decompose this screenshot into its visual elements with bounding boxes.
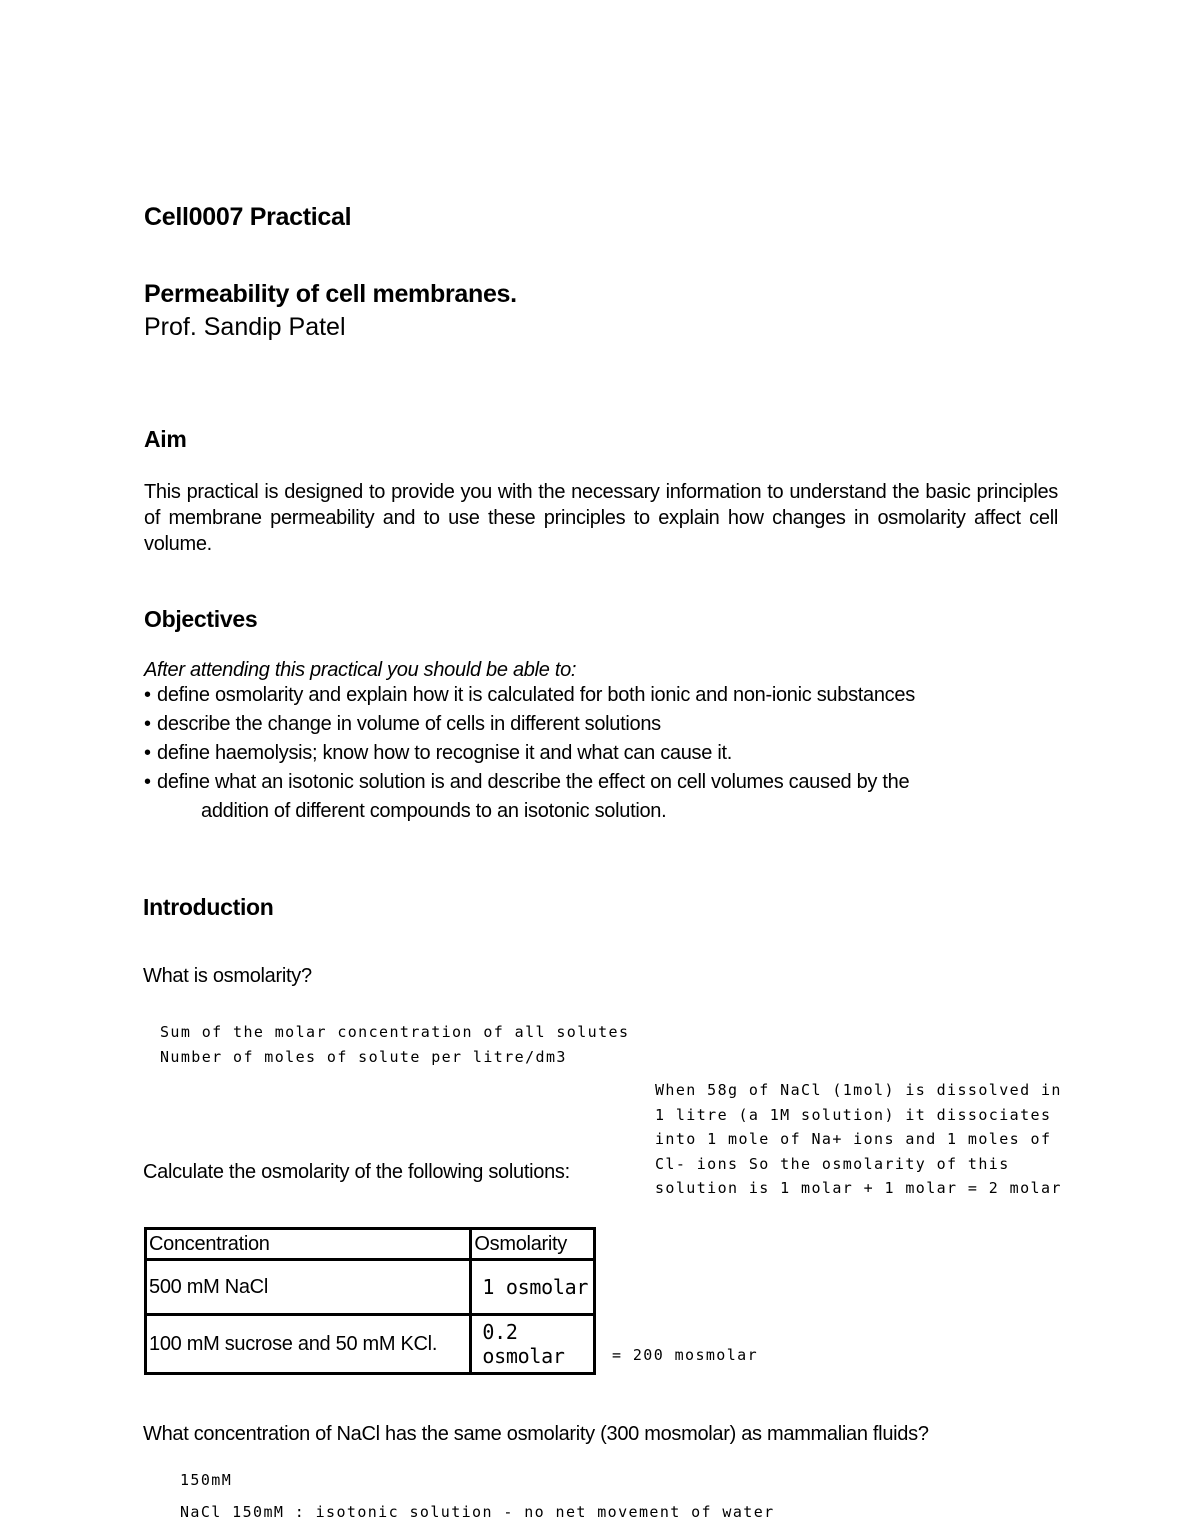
table-cell: 500 mM NaCl xyxy=(146,1260,471,1315)
table-row xyxy=(146,1260,595,1315)
handwritten-answer xyxy=(160,1020,629,1069)
calculate-prompt: Calculate the osmolarity of the following solutions: xyxy=(143,1161,570,1183)
osmolarity-table xyxy=(144,1227,596,1375)
practical-title: Permeability of cell membranes. xyxy=(144,280,517,308)
aim-heading: Aim xyxy=(144,426,187,452)
handwritten-line: When 58g of NaCl (1mol) is dissolved in xyxy=(655,1081,1062,1099)
handwritten-line: NaCl 150mM : isotonic solution - no net movement of water xyxy=(180,1503,775,1521)
handwritten-line: Cl- ions So the osmolarity of this xyxy=(655,1154,1010,1173)
objective-item-continuation: addition of different compounds to an isotonic solution. xyxy=(201,800,667,822)
handwritten-line: 1 litre (a 1M solution) it dissociates xyxy=(655,1105,1052,1124)
table-header: Concentration xyxy=(146,1229,471,1260)
course-title: Cell0007 Practical xyxy=(144,203,352,231)
objectives-heading: Objectives xyxy=(144,606,258,632)
table-row xyxy=(146,1315,595,1374)
nacl-question: What concentration of NaCl has the same osmolarity (300 mosmolar) as mammalian fluids? xyxy=(143,1423,929,1445)
handwritten-line: Sum of the molar concentration of all solutes xyxy=(160,1023,630,1041)
handwritten-answer-2 xyxy=(180,1464,775,1528)
handwritten-note-continuation: = 200 mosmolar xyxy=(612,1346,759,1364)
aim-text: This practical is designed to provide you with the necessary information to understand the basic principles of membrane permeability and to use these principles to explain how changes in osmolarity affect cell volume. xyxy=(144,481,1058,555)
osmolarity-question: What is osmolarity? xyxy=(143,965,312,987)
table-header: Osmolarity xyxy=(471,1229,595,1260)
introduction-heading: Introduction xyxy=(143,894,274,920)
handwritten-note xyxy=(655,1078,1062,1201)
author-name: Prof. Sandip Patel xyxy=(144,313,346,341)
handwritten-line: Number of moles of solute per litre/dm3 xyxy=(160,1047,567,1066)
table-cell: 100 mM sucrose and 50 mM KCl. xyxy=(146,1315,471,1374)
objective-item: • define haemolysis; know how to recognise it and what can cause it. xyxy=(144,742,732,764)
handwritten-line: 150mM xyxy=(180,1471,233,1489)
objective-item: • define osmolarity and explain how it is calculated for both ionic and non-ionic substances xyxy=(144,684,915,706)
objective-item: • define what an isotonic solution is and describe the effect on cell volumes caused by the xyxy=(144,771,910,793)
handwritten-line: into 1 mole of Na+ ions and 1 moles of xyxy=(655,1130,1052,1148)
objective-item: • describe the change in volume of cells in different solutions xyxy=(144,713,661,735)
objectives-list xyxy=(144,681,915,826)
handwritten-line: solution is 1 molar + 1 molar = 2 molar xyxy=(655,1179,1062,1197)
table-header-row xyxy=(146,1229,595,1260)
handwritten-cell: 1 osmolar xyxy=(471,1260,595,1315)
handwritten-cell: 0.2 osmolar xyxy=(471,1315,595,1374)
objectives-intro: After attending this practical you should be able to: xyxy=(144,659,577,681)
